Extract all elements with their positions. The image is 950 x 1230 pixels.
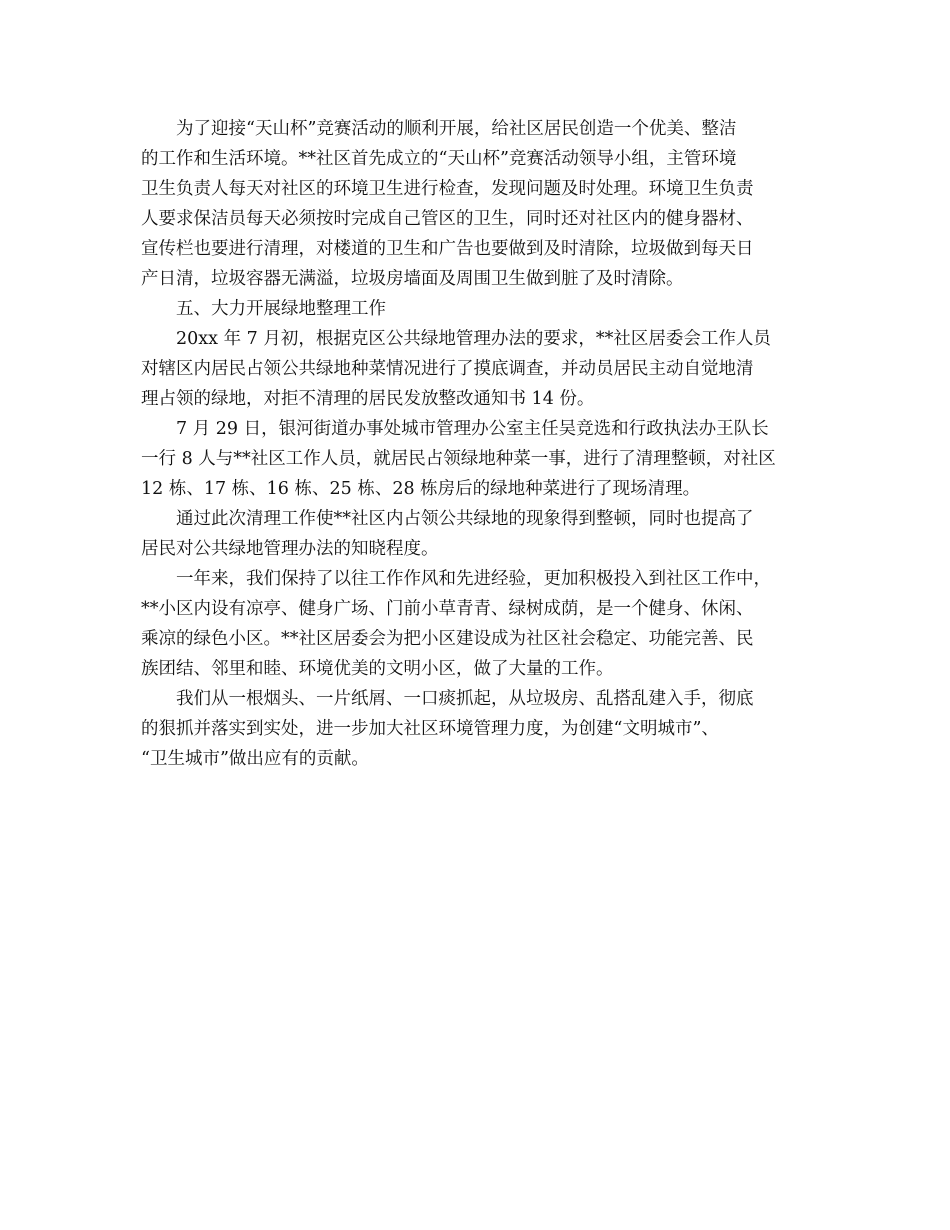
paragraph-greenland-survey — [141, 324, 813, 414]
paragraph-environment-hygiene — [141, 114, 813, 294]
text-line: 我们从一根烟头、一片纸屑、一口痰抓起，从垃圾房、乱搭乱建入手，彻底 — [176, 689, 754, 709]
text-line: 五、大力开展绿地整理工作 — [176, 299, 386, 319]
text-line: **小区内设有凉亭、健身广场、门前小草青青、绿树成荫，是一个健身、休闲、 — [141, 599, 754, 619]
text-line: 理占领的绿地，对拒不清理的居民发放整改通知书 14 份。 — [141, 389, 595, 409]
text-line: 宣传栏也要进行清理，对楼道的卫生和广告也要做到及时清除，垃圾做到每天日 — [141, 239, 754, 259]
text-line: 的工作和生活环境。**社区首先成立的“天山杯”竞赛活动领导小组，主管环境 — [141, 149, 737, 169]
paragraph-conclusion — [141, 684, 813, 774]
text-line: 卫生负责人每天对社区的环境卫生进行检查，发现问题及时处理。环境卫生负责 — [141, 179, 754, 199]
paragraph-year-summary — [141, 564, 813, 684]
text-line: 一行 8 人与**社区工作人员，就居民占领绿地种菜一事，进行了清理整顿，对社区 — [141, 449, 776, 469]
text-line: 族团结、邻里和睦、环境优美的文明小区，做了大量的工作。 — [141, 659, 614, 679]
text-line: 居民对公共绿地管理办法的知晓程度。 — [141, 539, 439, 559]
document-body — [141, 114, 813, 774]
text-line: “卫生城市”做出应有的贡献。 — [141, 749, 369, 769]
text-line: 12 栋、17 栋、16 栋、25 栋、28 栋房后的绿地种菜进行了现场清理。 — [141, 479, 701, 499]
text-line: 人要求保洁员每天必须按时完成自己管区的卫生，同时还对社区内的健身器材、 — [141, 209, 754, 229]
section-heading — [141, 294, 813, 324]
text-line: 对辖区内居民占领公共绿地种菜情况进行了摸底调查，并动员居民主动自觉地清 — [141, 359, 754, 379]
text-line: 一年来，我们保持了以往工作作风和先进经验，更加积极投入到社区工作中， — [176, 569, 771, 589]
text-line: 产日清，垃圾容器无满溢，垃圾房墙面及周围卫生做到脏了及时清除。 — [141, 269, 684, 289]
text-line: 为了迎接“天山杯”竞赛活动的顺利开展，给社区居民创造一个优美、整洁 — [176, 119, 737, 139]
text-line: 乘凉的绿色小区。**社区居委会为把小区建设成为社区社会稳定、功能完善、民 — [141, 629, 754, 649]
text-line: 的狠抓并落实到实处，进一步加大社区环境管理力度，为创建“文明城市”、 — [141, 719, 719, 739]
text-line: 7 月 29 日，银河街道办事处城市管理办公室主任吴竞选和行政执法办王队长 — [176, 419, 769, 439]
paragraph-cleanup-result — [141, 504, 813, 564]
text-line: 通过此次清理工作使**社区内占领公共绿地的现象得到整顿，同时也提高了 — [176, 509, 754, 529]
text-line: 20xx 年 7 月初，根据克区公共绿地管理办法的要求，**社区居委会工作人员 — [176, 329, 771, 349]
paragraph-july-cleanup — [141, 414, 813, 504]
